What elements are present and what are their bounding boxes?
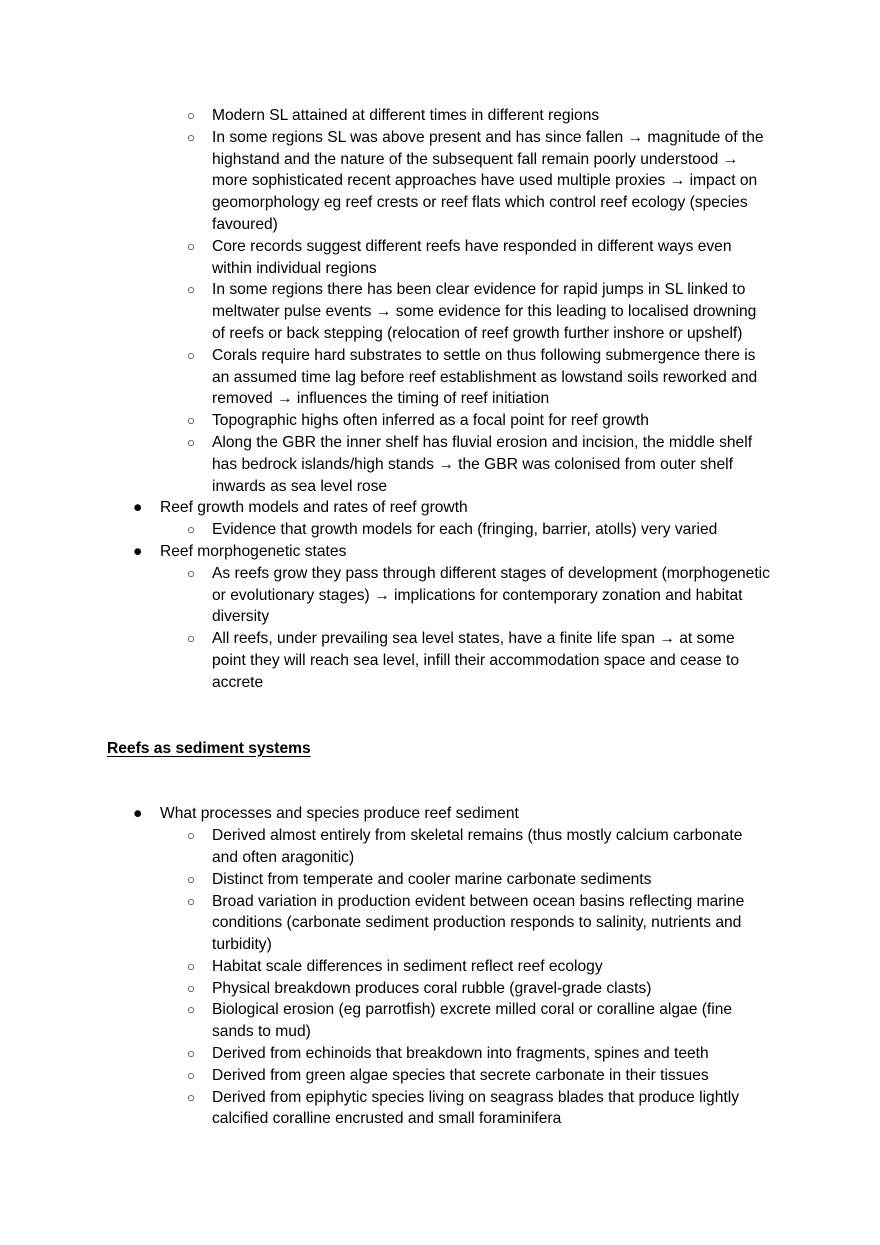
list-item [107, 127, 770, 236]
list-item-text: Physical breakdown produces coral rubble (gravel-grade clasts) [212, 979, 652, 997]
list-item-line [107, 628, 770, 693]
list-item-line [107, 345, 770, 410]
list-item [107, 978, 770, 1000]
list-item [107, 1087, 770, 1131]
hollow-bullet-icon: ○ [187, 522, 195, 538]
list-item [107, 345, 770, 410]
list-item-text: In some regions SL was above present and has since fallen → magnitude of the highstand and the nature of the subsequent fall remain poorly understood → more sophisticated recent approaches have used multiple proxies → impact on geomorphology eg reef crests or reef flats which control reef ecology (species favoured) [212, 128, 764, 233]
heading-spacer-above [107, 694, 770, 738]
list-item [107, 432, 770, 497]
hollow-bullet-icon: ○ [187, 828, 195, 844]
hollow-bullet-icon: ○ [187, 871, 195, 887]
filled-bullet-icon: ● [133, 805, 143, 823]
list-item-line [107, 541, 770, 563]
list-item-text: Reef growth models and rates of reef growth [160, 499, 468, 517]
list-item-text: Derived from echinoids that breakdown into fragments, spines and teeth [212, 1045, 709, 1063]
list-item [107, 1043, 770, 1065]
list-item-text: Habitat scale differences in sediment reflect reef ecology [212, 957, 603, 975]
list-item-line [107, 956, 770, 978]
list-item [107, 105, 770, 127]
list-item-line [107, 869, 770, 891]
list-item-line [107, 1065, 770, 1087]
list-item [107, 563, 770, 628]
list-item-line [107, 432, 770, 497]
list-item [107, 519, 770, 541]
list-item-text: As reefs grow they pass through different stages of development (morphogenetic or evolutionary stages) → implications for contemporary zonation and habitat diversity [212, 564, 770, 626]
list-item-line [107, 803, 770, 825]
hollow-bullet-icon: ○ [187, 1046, 195, 1062]
list-item-text: Biological erosion (eg parrotfish) excrete milled coral or coralline algae (fine sands to mud) [212, 1001, 733, 1041]
list-item [107, 956, 770, 978]
list-item-text: Topographic highs often inferred as a focal point for reef growth [212, 412, 649, 430]
list-item-text: Distinct from temperate and cooler marine carbonate sediments [212, 870, 652, 888]
list-item-line [107, 825, 770, 869]
hollow-bullet-icon: ○ [187, 631, 195, 647]
heading-spacer-below [107, 759, 770, 803]
list-item [107, 541, 770, 563]
list-item-text: Derived from green algae species that secrete carbonate in their tissues [212, 1066, 709, 1084]
list-item [107, 628, 770, 693]
list-item-text: Along the GBR the inner shelf has fluvial erosion and incision, the middle shelf has bedrock islands/high stands → the GBR was colonised from outer shelf inwards as sea level rose [212, 433, 753, 495]
list-item-line [107, 127, 770, 236]
list-item [107, 891, 770, 956]
list-item [107, 497, 770, 519]
hollow-bullet-icon: ○ [187, 1067, 195, 1083]
section-heading: Reefs as sediment systems [107, 739, 311, 757]
list-item-text: All reefs, under prevailing sea level states, have a finite life span → at some point they will reach sea level, infill their accommodation space and cease to accrete [212, 630, 740, 691]
list-item-line [107, 236, 770, 280]
list-item-line [107, 999, 770, 1043]
filled-bullet-icon: ● [133, 542, 143, 560]
hollow-bullet-icon: ○ [187, 347, 195, 363]
list-item [107, 999, 770, 1043]
list-item [107, 279, 770, 344]
hollow-bullet-icon: ○ [187, 1089, 195, 1105]
list-item [107, 869, 770, 891]
list-item-line [107, 978, 770, 1000]
bullet-list-1 [107, 105, 770, 694]
list-item-text: In some regions there has been clear evidence for rapid jumps in SL linked to meltwater pulse events → some evidence for this leading to localised drowning of reefs or back stepping (relocation of reef growth further inshore or upshelf) [212, 281, 757, 342]
list-item-line [107, 410, 770, 432]
hollow-bullet-icon: ○ [187, 565, 195, 581]
hollow-bullet-icon: ○ [187, 1002, 195, 1018]
list-item-text: Derived from epiphytic species living on seagrass blades that produce lightly calcified coralline encrusted and small foraminifera [212, 1088, 739, 1128]
list-item-text: Core records suggest different reefs have responded in different ways even within individual regions [212, 237, 732, 277]
bullet-list-2 [107, 803, 770, 1130]
list-item [107, 1065, 770, 1087]
list-item-text: What processes and species produce reef sediment [160, 805, 519, 823]
hollow-bullet-icon: ○ [187, 238, 195, 254]
hollow-bullet-icon: ○ [187, 129, 195, 145]
list-item [107, 410, 770, 432]
hollow-bullet-icon: ○ [187, 413, 195, 429]
filled-bullet-icon: ● [133, 499, 143, 517]
list-item-text: Broad variation in production evident between ocean basins reflecting marine conditions (carbonate sediment production responds to salinity, nutrients and turbidity) [212, 892, 745, 954]
hollow-bullet-icon: ○ [187, 282, 195, 298]
list-item [107, 825, 770, 869]
list-item-line [107, 1087, 770, 1131]
document-body [107, 105, 770, 1130]
hollow-bullet-icon: ○ [187, 108, 195, 123]
list-item [107, 236, 770, 280]
hollow-bullet-icon: ○ [187, 980, 195, 996]
list-item-line [107, 563, 770, 628]
hollow-bullet-icon: ○ [187, 434, 195, 450]
list-item-text: Evidence that growth models for each (fringing, barrier, atolls) very varied [212, 521, 718, 539]
hollow-bullet-icon: ○ [187, 893, 195, 909]
list-item-line [107, 497, 770, 519]
list-item-line [107, 891, 770, 956]
list-item-text: Reef morphogenetic states [160, 542, 347, 560]
list-item-text: Corals require hard substrates to settle on thus following submergence there is an assumed time lag before reef establishment as lowstand soils reworked and removed → influences the timing of reef initiation [212, 346, 758, 408]
list-item-line [107, 279, 770, 344]
list-item [107, 803, 770, 825]
list-item-line [107, 1043, 770, 1065]
list-item-text: Derived almost entirely from skeletal remains (thus mostly calcium carbonate and often aragonitic) [212, 827, 743, 866]
list-item-text: Modern SL attained at different times in different regions [212, 107, 600, 124]
hollow-bullet-icon: ○ [187, 958, 195, 974]
list-item-line [107, 105, 770, 127]
list-item-line [107, 519, 770, 541]
